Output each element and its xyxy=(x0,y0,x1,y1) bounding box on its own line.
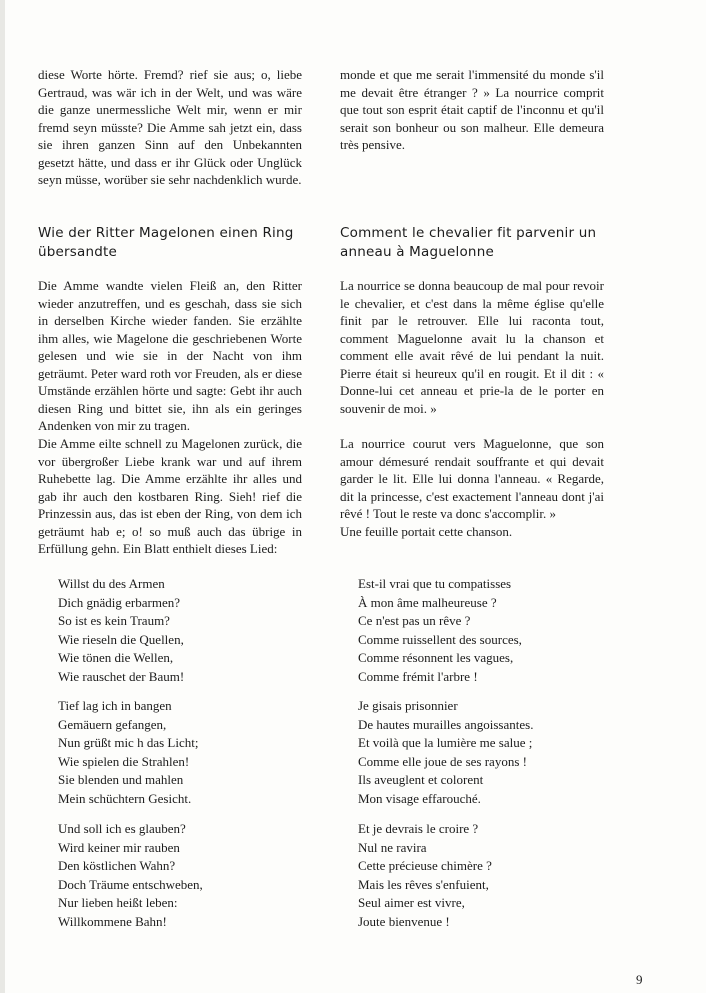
poem-line: De hautes murailles angoissantes. xyxy=(358,716,534,732)
poem-line: Wie tönen die Wellen, xyxy=(58,650,174,665)
poem-line: Comme ruissellent des sources, xyxy=(358,631,522,647)
french-paragraph-2: La nourrice courut vers Maguelonne, que son amour démesuré rendait souffrante et qui devait garder le lit. Elle lui donna l'anneau. « Regarde, dit la princesse, c'est exactement l'anneau dont j'ai rêvé ! Tout le reste va donc s'accomplir. » xyxy=(340,436,604,521)
poem-line: Mon visage effarouché. xyxy=(358,790,481,806)
french-paragraph-1-block xyxy=(340,277,604,417)
poem-line: Nul ne ravira xyxy=(358,839,427,855)
poem-line: Wie spielen die Strahlen! xyxy=(58,753,190,769)
german-paragraph-1-block xyxy=(38,277,302,435)
poem-line: Nun grüßt mic h das Licht; xyxy=(58,735,199,750)
french-paragraph-1: La nourrice se donna beaucoup de mal pour revoir le chevalier, et c'est dans la même église qu'elle finit par le retrouver. Elle lui raconta tout, comment Maguelonne avait lu la chanson et comment elle avait rêvé de lui pendant la nuit. Pierre était si heureux qu'il en rougit. Et il dit : « Donne-lui cet anneau et prie-la de le porter en souvenir de moi. » xyxy=(340,278,604,416)
poem-line: Tief lag ich in bangen xyxy=(58,698,172,713)
poem-line: Comme frémit l'arbre ! xyxy=(358,668,478,684)
poem-line: Et je devrais le croire ? xyxy=(358,821,479,836)
german-heading-line-2: übersandte xyxy=(38,244,118,260)
poem-line: Gemäuern gefangen, xyxy=(58,716,167,732)
french-paragraph-2-last-line: Une feuille portait cette chanson. xyxy=(340,523,513,539)
poem-line: Et voilà que la lumière me salue ; xyxy=(358,735,533,750)
french-poem-stanza-2 xyxy=(358,697,533,808)
french-heading-line-2: anneau à Maguelonne xyxy=(340,244,494,260)
poem-line: Ce n'est pas un rêve ? xyxy=(358,613,471,628)
poem-line: Nur lieben heißt leben: xyxy=(58,895,178,910)
poem-line: Doch Träume entschweben, xyxy=(58,876,203,892)
german-heading xyxy=(38,224,302,262)
poem-line: Cette précieuse chimère ? xyxy=(358,858,492,873)
poem-line: Wird keiner mir rauben xyxy=(58,839,180,855)
poem-line: Sie blenden und mahlen xyxy=(58,772,184,787)
poem-line: So ist es kein Traum? xyxy=(58,613,170,628)
poem-line: À mon âme malheureuse ? xyxy=(358,594,497,610)
french-poem-stanza-3 xyxy=(358,820,492,931)
poem-line: Je gisais prisonnier xyxy=(358,698,458,713)
french-heading xyxy=(340,224,640,262)
german-paragraph-1: Die Amme wandte vielen Fleiß an, den Ritter wieder anzutreffen, und es geschah, dass sie sich in derselben Kirche wieder fanden. Sie erzählte ihm alles, wie Magelone die geschriebenen Worte gelesen und wie sie in der Nacht von ihm geträumt. Peter ward roth vor Freuden, als er diese Umstände erzählen hörte und sagte: Gebt ihr auch diesen Ring und bittet sie, ihn als ein geringes Andenken von mir zu tragen. xyxy=(38,278,302,433)
poem-line: Seul aimer est vivre, xyxy=(358,895,465,910)
poem-line: Mais les rêves s'enfuient, xyxy=(358,876,489,892)
poem-line: Dich gnädig erbarmen? xyxy=(58,594,181,610)
poem-line: Willkommene Bahn! xyxy=(58,913,167,929)
german-poem-stanza-1 xyxy=(58,575,184,686)
poem-line: Mein schüchtern Gesicht. xyxy=(58,790,192,806)
german-paragraph-2: Die Amme eilte schnell zu Magelonen zurück, die vor übergroßer Liebe krank war und auf ihrem Ruhebette lag. Die Amme erzählte ihr alles und gab ihr auch den kostbaren Ring. Sieh! rief die Prinzessin aus, das ist eben der Ring, von dem ich geträumt hab e; o! so muß auch das übrige in Erfüllung gehn. Ein Blatt enthielt dieses Lied: xyxy=(38,436,302,556)
poem-line: Comme résonnent les vagues, xyxy=(358,650,514,665)
poem-line: Joute bienvenue ! xyxy=(358,913,450,929)
german-intro-paragraph: diese Worte hörte. Fremd? rief sie aus; o, liebe Gertraud, was wär ich in der Welt, und was wäre die ganze unermessliche Welt mir, wenn er mir fremd seyn müsste? Die Amme sah jetzt ein, dass sie ihren ganzen Sinn auf den Unbekannten gesetzt hätte, und dass er ihr Glück oder Unglück seyn müsse, worüber sie sehr nachdenklich wurde. xyxy=(38,67,302,187)
german-poem-stanza-2 xyxy=(58,697,198,808)
french-heading-line-1: Comment le chevalier fit parvenir un xyxy=(340,225,597,241)
poem-line: Und soll ich es glauben? xyxy=(58,821,186,836)
german-paragraph-2-block xyxy=(38,435,302,558)
poem-line: Ils aveuglent et colorent xyxy=(358,772,484,787)
poem-line: Willst du des Armen xyxy=(58,576,165,591)
french-paragraph-2-block xyxy=(340,435,604,540)
poem-line: Est-il vrai que tu compatisses xyxy=(358,576,512,591)
poem-line: Den köstlichen Wahn? xyxy=(58,858,176,873)
page-number: 9 xyxy=(636,972,643,987)
german-heading-line-1: Wie der Ritter Magelonen einen Ring xyxy=(38,225,294,241)
german-poem-stanza-3 xyxy=(58,820,203,931)
german-intro-block xyxy=(38,66,302,189)
page-edge-shadow xyxy=(0,0,5,993)
french-intro-block xyxy=(340,66,604,154)
poem-line: Wie rauschet der Baum! xyxy=(58,668,185,684)
poem-line: Wie rieseln die Quellen, xyxy=(58,631,184,647)
poem-line: Comme elle joue de ses rayons ! xyxy=(358,753,527,769)
french-poem-stanza-1 xyxy=(358,575,522,686)
french-intro-paragraph: monde et que me serait l'immensité du monde s'il me devait être étranger ? » La nourrice comprit que tout son esprit était captif de l'inconnu et qu'il serait son bonheur ou son malheur. Elle demeura très pensive. xyxy=(340,67,604,152)
